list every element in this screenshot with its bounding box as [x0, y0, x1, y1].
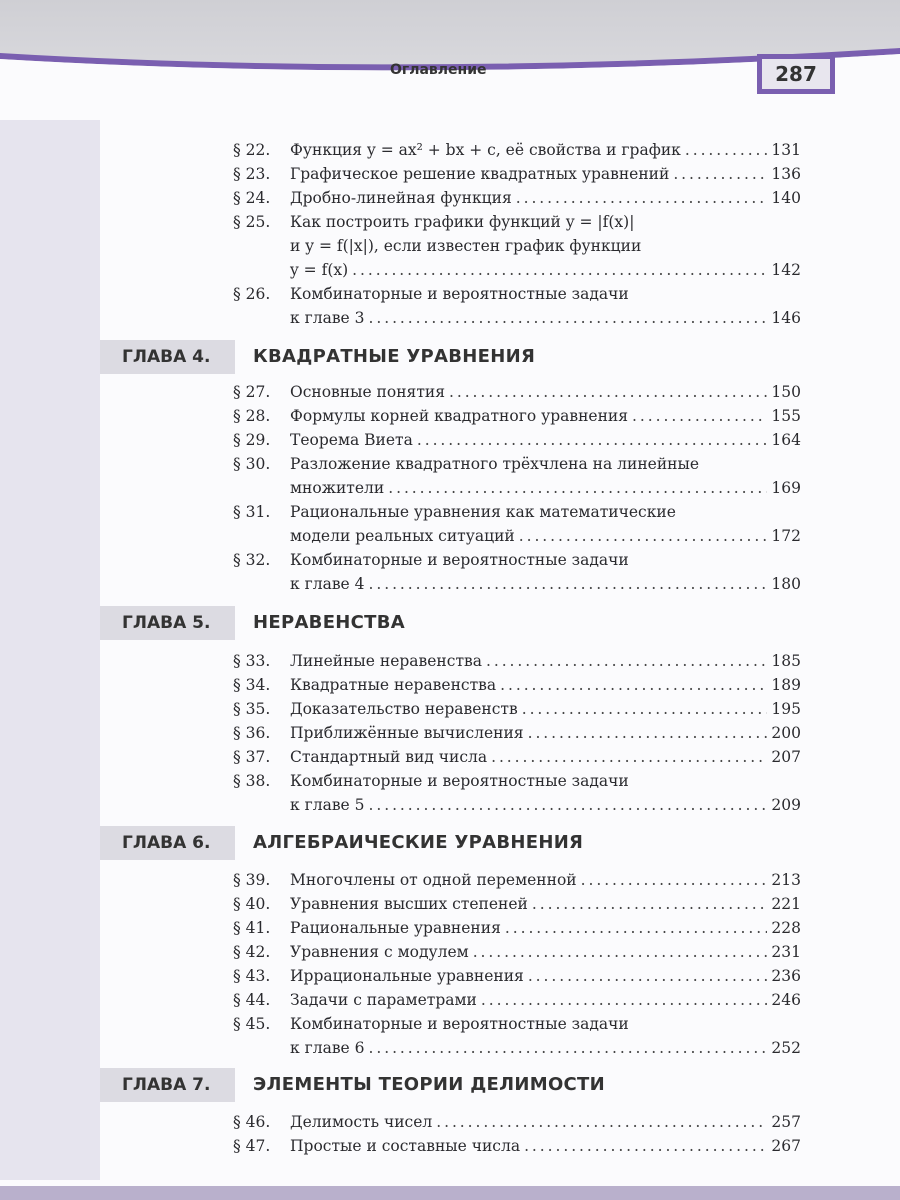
toc-entry[interactable] [233, 428, 801, 452]
toc-entry[interactable] [233, 673, 801, 697]
chapter-heading [100, 606, 860, 640]
entry-number: § 31. [233, 503, 271, 521]
dot-leader [369, 572, 768, 596]
entry-page: 246 [771, 991, 801, 1009]
toc-entry[interactable] [233, 940, 801, 964]
entry-page: 136 [771, 165, 801, 183]
toc-entry[interactable] [233, 745, 801, 769]
entry-title: Квадратные неравенства [290, 676, 497, 694]
entry-page: 231 [771, 943, 801, 961]
chapter-heading [100, 1068, 860, 1102]
entry-page: 172 [771, 527, 801, 545]
chapter-label: ГЛАВА 6. [100, 826, 235, 860]
entry-number: § 38. [233, 772, 271, 790]
section-entries [0, 138, 900, 330]
entry-title: Формулы корней квадратного уравнения [290, 407, 629, 425]
section-entries [0, 649, 900, 817]
entry-title: Приближённые вычисления [290, 724, 524, 742]
entry-number: § 26. [233, 285, 271, 303]
dot-leader [352, 258, 767, 282]
entry-title: Теорема Виета [290, 431, 413, 449]
dot-leader [505, 916, 768, 940]
entry-page: 155 [771, 407, 801, 425]
dot-leader [524, 1134, 767, 1158]
dot-leader [417, 428, 768, 452]
entry-title: Разложение квадратного трёхчлена на линейные [290, 455, 700, 473]
dot-leader [436, 1110, 767, 1134]
entry-page: 209 [771, 796, 801, 814]
entry-page: 140 [771, 189, 801, 207]
chapter-label: ГЛАВА 5. [100, 606, 235, 640]
toc-entry[interactable] [233, 649, 801, 673]
dot-leader [532, 892, 768, 916]
entry-number: § 39. [233, 871, 271, 889]
chapter-heading [100, 826, 860, 860]
dot-leader [369, 1036, 768, 1060]
toc-entry[interactable] [233, 697, 801, 721]
entry-title: Комбинаторные и вероятностные задачи [290, 1015, 629, 1033]
entry-title: Многочлены от одной переменной [290, 871, 577, 889]
dot-leader [581, 868, 768, 892]
entry-number: § 24. [233, 189, 271, 207]
dot-leader [500, 673, 767, 697]
toc-entry[interactable] [233, 988, 801, 1012]
dot-leader [481, 988, 768, 1012]
entry-page: 150 [771, 383, 801, 401]
entry-title: к главе 4 [290, 575, 365, 593]
section-entries [0, 868, 900, 1060]
chapter-label: ГЛАВА 7. [100, 1068, 235, 1102]
chapter-title: ЭЛЕМЕНТЫ ТЕОРИИ ДЕЛИМОСТИ [253, 1074, 605, 1095]
dot-leader [528, 964, 768, 988]
dot-leader [486, 649, 767, 673]
toc-entry[interactable] [233, 1134, 801, 1158]
entry-title: Простые и составные числа [290, 1137, 521, 1155]
entry-title: Рациональные уравнения как математические [290, 503, 676, 521]
entry-title: Рациональные уравнения [290, 919, 501, 937]
dot-leader [528, 721, 768, 745]
toc-entry[interactable] [233, 868, 801, 892]
toc-entry[interactable] [233, 186, 801, 210]
entry-number: § 32. [233, 551, 271, 569]
dot-leader [519, 524, 768, 548]
entry-title: множители [290, 479, 385, 497]
entry-title: Иррациональные уравнения [290, 967, 524, 985]
entry-number: § 47. [233, 1137, 271, 1155]
entry-page: 164 [771, 431, 801, 449]
entry-page: 228 [771, 919, 801, 937]
toc-entry[interactable] [233, 404, 801, 428]
entry-page: 236 [771, 967, 801, 985]
dot-leader [369, 793, 768, 817]
dot-leader [388, 476, 767, 500]
entry-page: 185 [771, 652, 801, 670]
entry-page: 180 [771, 575, 801, 593]
entry-title: к главе 3 [290, 309, 365, 327]
entry-number: § 36. [233, 724, 271, 742]
toc-entry[interactable] [233, 380, 801, 404]
header-title: Оглавление [390, 62, 487, 78]
entry-title: Уравнения с модулем [290, 943, 469, 961]
entry-page: 221 [771, 895, 801, 913]
dot-leader [369, 306, 768, 330]
entry-title: Графическое решение квадратных уравнений [290, 165, 670, 183]
page-number: 287 [757, 54, 835, 94]
entry-title: модели реальных ситуаций [290, 527, 515, 545]
entry-number: § 33. [233, 652, 271, 670]
toc-entry[interactable] [233, 548, 801, 596]
entry-title: Комбинаторные и вероятностные задачи [290, 551, 629, 569]
entry-number: § 42. [233, 943, 271, 961]
entry-title: к главе 6 [290, 1039, 365, 1057]
entry-page: 189 [771, 676, 801, 694]
dot-leader [522, 697, 768, 721]
entry-title: Как построить графики функций y = |f(x)| [290, 213, 635, 231]
entry-number: § 40. [233, 895, 271, 913]
toc-entry[interactable] [233, 916, 801, 940]
toc-entry[interactable] [233, 892, 801, 916]
entry-number: § 27. [233, 383, 271, 401]
section-entries [0, 380, 900, 596]
dot-leader [491, 745, 767, 769]
entry-number: § 35. [233, 700, 271, 718]
entry-title: Делимость чисел [290, 1113, 433, 1131]
entry-page: 257 [771, 1113, 801, 1131]
toc-entry[interactable] [233, 500, 801, 548]
entry-page: 267 [771, 1137, 801, 1155]
toc-entry[interactable] [233, 210, 801, 282]
dot-leader [473, 940, 768, 964]
entry-page: 142 [771, 261, 801, 279]
toc-entry[interactable] [233, 721, 801, 745]
chapter-title: КВАДРАТНЫЕ УРАВНЕНИЯ [253, 346, 536, 367]
entry-title: Функция y = ax² + bx + c, её свойства и график [290, 141, 681, 159]
entry-title: Линейные неравенства [290, 652, 482, 670]
entry-page: 195 [771, 700, 801, 718]
dot-leader [516, 186, 768, 210]
entry-page: 200 [771, 724, 801, 742]
entry-title: Комбинаторные и вероятностные задачи [290, 772, 629, 790]
entry-title: к главе 5 [290, 796, 365, 814]
entry-number: § 34. [233, 676, 271, 694]
toc-entry[interactable] [233, 452, 801, 500]
entry-number: § 37. [233, 748, 271, 766]
entry-title: Уравнения высших степеней [290, 895, 528, 913]
entry-number: § 41. [233, 919, 271, 937]
entry-number: § 23. [233, 165, 271, 183]
toc-entry[interactable] [233, 769, 801, 817]
entry-title: Основные понятия [290, 383, 445, 401]
chapter-title: АЛГЕБРАИЧЕСКИЕ УРАВНЕНИЯ [253, 832, 584, 853]
dot-leader [449, 380, 767, 404]
entry-number: § 45. [233, 1015, 271, 1033]
toc-entry[interactable] [233, 1012, 801, 1060]
entry-page: 207 [771, 748, 801, 766]
entry-title: Стандартный вид числа [290, 748, 488, 766]
entry-page: 169 [771, 479, 801, 497]
entry-title: y = f(x) [290, 261, 349, 279]
entry-number: § 28. [233, 407, 271, 425]
bottom-band [0, 1186, 900, 1200]
entry-title: Дробно-линейная функция [290, 189, 512, 207]
dot-leader [673, 162, 767, 186]
entry-page: 146 [771, 309, 801, 327]
dot-leader [685, 138, 768, 162]
entry-number: § 44. [233, 991, 271, 1009]
chapter-title: НЕРАВЕНСТВА [253, 612, 406, 633]
entry-number: § 30. [233, 455, 271, 473]
toc-entry[interactable] [233, 138, 801, 162]
entry-title: Задачи с параметрами [290, 991, 477, 1009]
entry-page: 213 [771, 871, 801, 889]
entry-number: § 46. [233, 1113, 271, 1131]
entry-number: § 43. [233, 967, 271, 985]
entry-title: и y = f(|x|), если известен график функции [290, 237, 642, 255]
chapter-label: ГЛАВА 4. [100, 340, 235, 374]
toc-entry[interactable] [233, 1110, 801, 1134]
toc-entry[interactable] [233, 282, 801, 330]
entry-number: § 25. [233, 213, 271, 231]
dot-leader [632, 404, 767, 428]
entry-number: § 29. [233, 431, 271, 449]
chapter-heading [100, 340, 860, 374]
toc-entry[interactable] [233, 162, 801, 186]
entry-title: Комбинаторные и вероятностные задачи [290, 285, 629, 303]
entry-title: Доказательство неравенств [290, 700, 518, 718]
entry-page: 131 [771, 141, 801, 159]
entry-number: § 22. [233, 141, 271, 159]
section-entries [0, 1110, 900, 1158]
toc-entry[interactable] [233, 964, 801, 988]
entry-page: 252 [771, 1039, 801, 1057]
